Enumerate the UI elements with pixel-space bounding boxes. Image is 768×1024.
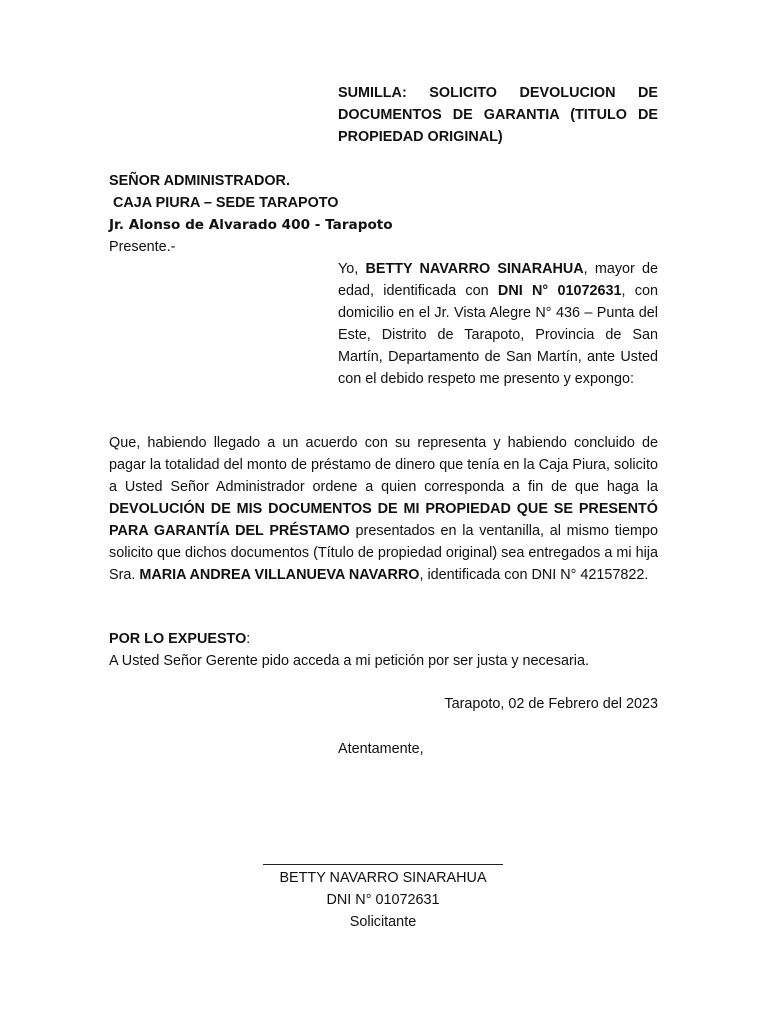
addressee-address: Jr. Alonso de Alvarado 400 - Tarapoto [109,217,393,233]
request-text-3: , identificada con DNI N° 42157822. [419,567,649,583]
daughter-name: MARIA ANDREA VILLANUEVA NAVARRO [139,567,420,583]
applicant-dni: DNI N° 01072631 [497,283,622,299]
request-text-1: Que, habiendo llegado a un acuerdo con su representa y habiendo concluido de pagar la totalidad del monto de préstamo de dinero que tenía en la Caja Piura, solicito a Usted Señor Administrador ordene a quien corresponda a fin de que haga la [109,435,658,495]
intro-text-1: Yo, [338,261,366,277]
place-date: Tarapoto, 02 de Febrero del 2023 [444,696,658,712]
request-bold-1: DEVOLUCIÓN DE MIS DOCUMENTOS DE MI PROPIEDAD QUE SE PRESENTÓ PARA GARANTÍA DEL PRÉSTAMO [109,501,658,539]
signer-role: Solicitante [349,914,417,930]
intro-text-3: , con domicilio en el Jr. Vista Alegre N° 436 – Punta del Este, Distrito de Tarapoto, Provincia de San Martín, Departamento de San Martín, ante Usted con el debido respeto me presento y expongo: [338,283,658,387]
addressee-presente: Presente.- [109,239,176,255]
request-paragraph [109,432,658,586]
por-lo-expuesto-colon: : [246,631,251,647]
por-lo-expuesto [109,628,250,650]
signature-line [263,848,503,865]
signer-dni: DNI N° 01072631 [326,892,440,908]
petition-line: A Usted Señor Gerente pido acceda a mi petición por ser justa y necesaria. [109,653,589,669]
closing: Atentamente, [338,741,424,757]
por-lo-expuesto-label: POR LO EXPUESTO [109,631,247,647]
addressee-title: SEÑOR ADMINISTRADOR. [109,173,290,189]
signer-name: BETTY NAVARRO SINARAHUA [279,870,487,886]
intro-text-2: , mayor de edad, identificada con [338,261,658,299]
addressee-institution: CAJA PIURA – SEDE TARAPOTO [113,195,339,211]
request-text-2: presentados en la ventanilla, al mismo tiempo solicito que dichos documentos (Título de propiedad original) sea entregados a mi hija Sra. [109,523,658,583]
intro-paragraph [338,258,658,390]
applicant-name: BETTY NAVARRO SINARAHUA [365,261,584,277]
sumilla-heading: SUMILLA: SOLICITO DEVOLUCION DE DOCUMENTOS DE GARANTIA (TITULO DE PROPIEDAD ORIGINAL) [338,85,658,145]
